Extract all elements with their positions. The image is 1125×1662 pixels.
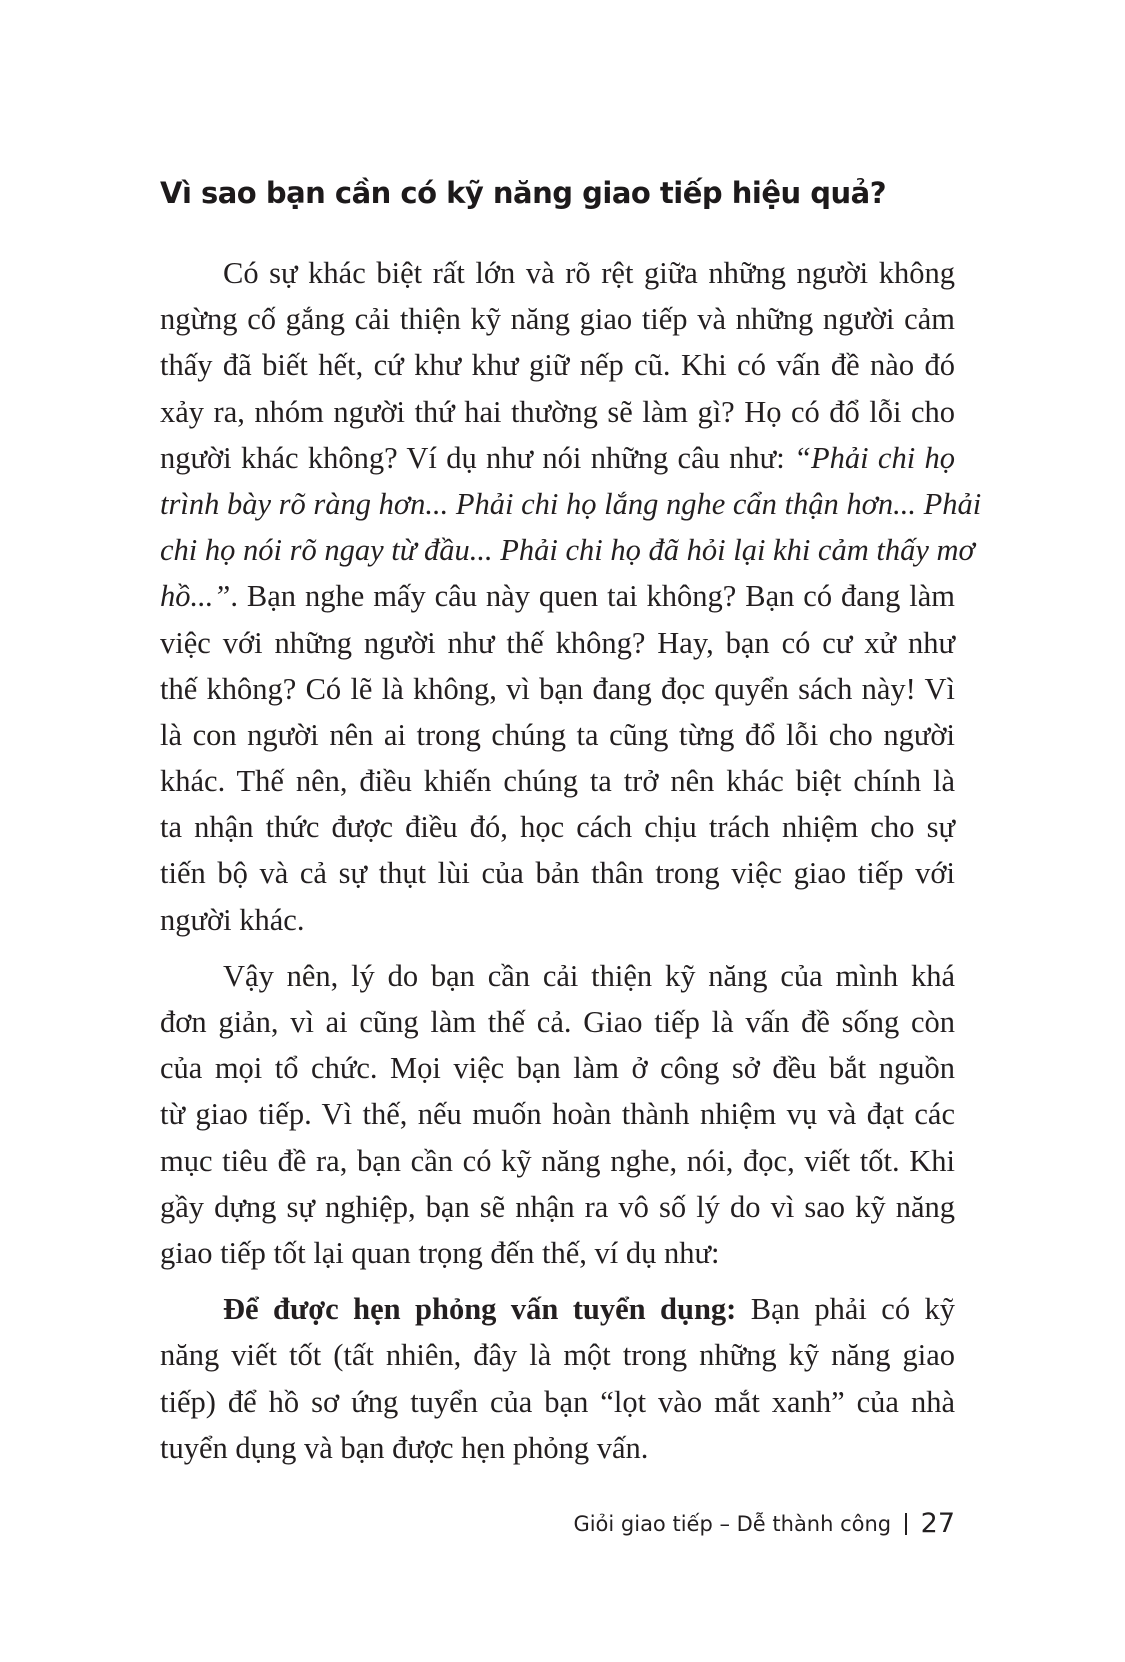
text-run: Có sự khác biệt rất lớn và rõ rệt giữa những người không [223, 256, 955, 290]
text-line [160, 527, 975, 573]
bold-lead-in: Để được hẹn phỏng vấn tuyển dụng: [223, 1292, 737, 1327]
text-run: mục tiêu đề ra, bạn cần có kỹ năng nghe, nói, đọc, viết tốt. Khi [160, 1143, 955, 1178]
text-run: thế không? Có lẽ là không, vì bạn đang đọc quyển sách này! Vì [160, 671, 955, 706]
text-line [160, 1091, 955, 1137]
italic-quote: trình bày rõ ràng hơn... Phải chi họ lắng nghe cẩn thận hơn... Phải [160, 486, 982, 521]
text-run: từ giao tiếp. Vì thế, nếu muốn hoàn thành nhiệm vụ và đạt các [160, 1097, 955, 1132]
text-line [160, 389, 955, 435]
text-run: . Bạn nghe mấy câu này quen tai không? Bạn có đang làm [230, 579, 955, 614]
text-line [160, 250, 955, 296]
text-line [160, 953, 955, 999]
text-line [160, 342, 955, 388]
text-line [160, 850, 955, 896]
paragraph [160, 953, 955, 1276]
page-footer [573, 1508, 955, 1539]
text-line [160, 573, 955, 619]
text-run: thấy đã biết hết, cứ khư khư giữ nếp cũ. Khi có vấn đề nào đó [160, 348, 955, 383]
text-line [160, 1045, 955, 1091]
paragraph [160, 1286, 955, 1471]
text-line [160, 999, 955, 1045]
text-run: đơn giản, vì ai cũng làm thế cả. Giao tiếp là vấn đề sống còn [160, 1005, 955, 1039]
italic-quote: hồ...” [160, 579, 231, 614]
text-run: khác. Thế nên, điều khiến chúng ta trở nên khác biệt chính là [160, 764, 955, 799]
text-line [160, 897, 955, 943]
text-run: giao tiếp tốt lại quan trọng đến thế, ví dụ như: [160, 1235, 720, 1270]
text-line [160, 1332, 955, 1378]
text-run: tuyển dụng và bạn được hẹn phỏng vấn. [160, 1430, 649, 1465]
text-run: là con người nên ai trong chúng ta cũng từng đổ lỗi cho người [160, 717, 955, 752]
text-line [160, 435, 955, 481]
text-line [160, 1184, 955, 1230]
text-run: việc với những người như thế không? Hay, bạn có cư xử như [160, 625, 955, 660]
text-run: gầy dựng sự nghiệp, bạn sẽ nhận ra vô số lý do vì sao kỹ năng [160, 1189, 955, 1224]
text-line [160, 296, 955, 342]
text-line [160, 666, 955, 712]
text-line [160, 804, 955, 850]
text-run: năng viết tốt (tất nhiên, đây là một trong những kỹ năng giao [160, 1338, 955, 1373]
paragraph [160, 250, 982, 943]
text-run: tiếp) để hồ sơ ứng tuyển của bạn “lọt vào mắt xanh” của nhà [160, 1384, 955, 1419]
text-run: người khác không? Ví dụ như nói những câu như: [160, 440, 795, 475]
italic-quote: “Phải chi họ [794, 440, 955, 475]
text-run: của mọi tổ chức. Mọi việc bạn làm ở công sở đều bắt nguồn [160, 1051, 955, 1086]
text-run: xảy ra, nhóm người thứ hai thường sẽ làm gì? Họ có đổ lỗi cho [160, 394, 955, 429]
text-line [160, 1425, 955, 1471]
body-text [160, 250, 982, 1471]
text-run: tiến bộ và cả sự thụt lùi của bản thân trong việc giao tiếp với [160, 856, 955, 891]
text-run: Vậy nên, lý do bạn cần cải thiện kỹ năng của mình khá [223, 958, 955, 993]
running-title: Giỏi giao tiếp – Dễ thành công [573, 1511, 892, 1536]
section-heading: Vì sao bạn cần có kỹ năng giao tiếp hiệu quả? [160, 176, 887, 210]
text-line [160, 1138, 955, 1184]
text-line [160, 1286, 955, 1332]
text-line [160, 758, 955, 804]
text-line [160, 1230, 955, 1276]
text-line [160, 1379, 955, 1425]
text-line [160, 712, 955, 758]
text-run: người khác. [160, 902, 305, 937]
text-line [160, 620, 955, 666]
text-run: ngừng cố gắng cải thiện kỹ năng giao tiếp và những người cảm [160, 302, 955, 337]
text-line [160, 481, 982, 527]
footer-divider [905, 1513, 907, 1535]
italic-quote: chi họ nói rõ ngay từ đầu... Phải chi họ đã hỏi lại khi cảm thấy mơ [160, 533, 975, 568]
text-run: ta nhận thức được điều đó, học cách chịu trách nhiệm cho sự [160, 810, 955, 845]
page-number: 27 [920, 1508, 955, 1539]
text-run: Bạn phải có kỹ [736, 1292, 956, 1327]
